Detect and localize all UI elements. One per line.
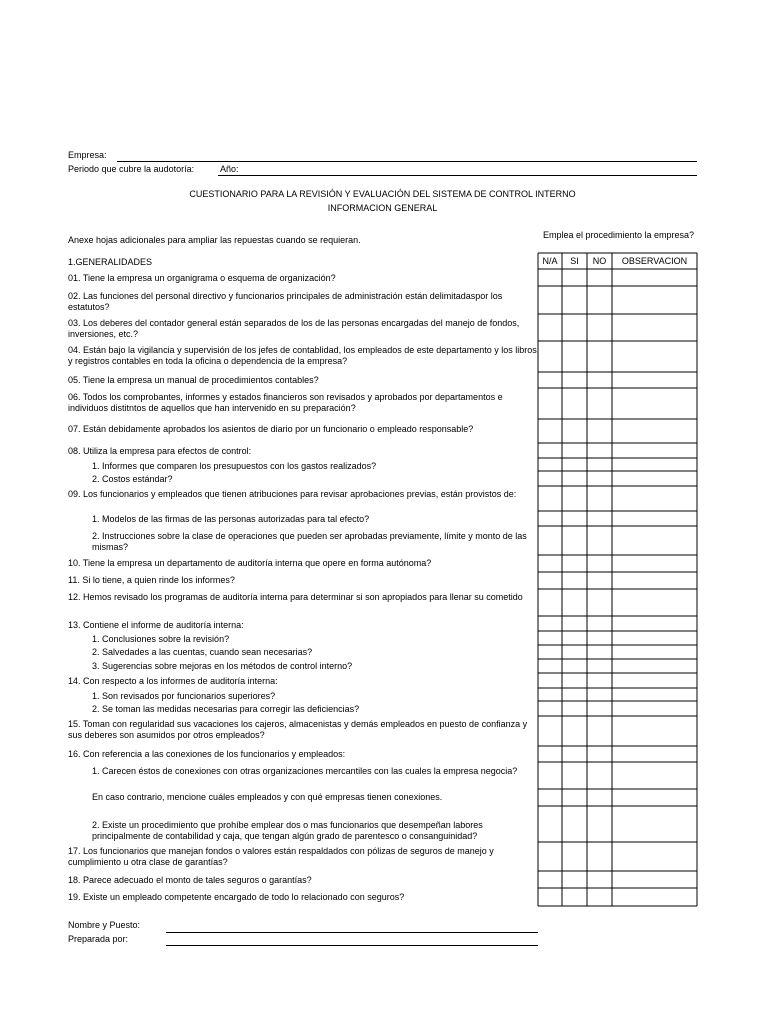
question-16-2: 2. Existe un procedimiento que prohíbe emplear dos o mas funcionarios que desempeñan labores principalmente de contabilidad y caja, que tengan algún grado de parentesco o consanguinidad?: [92, 820, 483, 841]
question-14: 14. Con respecto a los informes de auditoría interna:: [68, 676, 278, 686]
procedure-header: Emplea el procedimiento la empresa?: [542, 230, 695, 240]
question-08-1: 1. Informes que comparen los presupuestos con los gastos realizados?: [92, 461, 377, 471]
question-13-1: 1. Conclusiones sobre la revisión?: [92, 634, 230, 644]
question-16-1: 1. Carecen éstos de conexiones con otras organizaciones mercantiles con las cuales la empresa negocia?: [92, 766, 518, 776]
question-19: 19. Existe un empleado competente encargado de todo lo relacionado con seguros?: [68, 892, 405, 902]
column-header-no: NO: [592, 256, 607, 266]
question-17: 17. Los funcionarios que manejan fondos o valores están respaldados con pólizas de seguros de manejo y cumplimiento u otra clase de garantías?: [68, 846, 494, 867]
column-header-na: N/A: [542, 256, 558, 266]
question-16-1-note: En caso contrario, mencione cuáles empleados y con qué empresas tienen conexiones.: [92, 792, 443, 802]
question-03: 03. Los deberes del contador general están separados de los de las personas encargadas del manejo de fondos, inversiones, etc.?: [68, 318, 520, 339]
question-14-2: 2. Se toman las medidas necesarias para corregir las deficiencias?: [92, 704, 360, 714]
document-title: CUESTIONARIO PARA LA REVISIÓN Y EVALUACIÓN DEL SISTEMA DE CONTROL INTERNO: [189, 189, 576, 199]
question-13: 13. Contiene el informe de auditoría interna:: [68, 620, 244, 630]
anio-label: Año:: [220, 164, 239, 174]
question-11: 11. Si lo tiene, a quien rinde los informes?: [68, 575, 235, 585]
column-header-si: SI: [570, 256, 579, 266]
question-16: 16. Con referencia a las conexiones de los funcionarios y empleados:: [68, 749, 346, 759]
document-subtitle: INFORMACION GENERAL: [327, 203, 438, 213]
question-09-1: 1. Modelos de las firmas de las personas autorizadas para tal efecto?: [92, 514, 370, 524]
question-13-3: 3. Sugerencias sobre mejoras en los métodos de control interno?: [92, 661, 353, 671]
nombre-puesto-label: Nombre y Puesto:: [68, 920, 141, 930]
question-02: 02. Las funciones del personal directivo y funcionarios principales de administración están delimitadaspor los estatutos?: [68, 291, 503, 312]
periodo-label: Periodo que cubre la audotoría:: [68, 164, 195, 174]
question-08-2: 2. Costos estándar?: [92, 474, 173, 484]
question-12: 12. Hemos revisado los programas de auditoría interna para determinar si son apropiados para llenar su cometido: [68, 592, 523, 602]
question-18: 18. Parece adecuado el monto de tales seguros o garantías?: [68, 875, 312, 885]
question-14-1: 1. Son revisados por funcionarios superiores?: [92, 691, 276, 701]
question-04: 04. Están bajo la vigilancia y supervisión de los jefes de contablidad, los empleados de este departamento y los libros y registros contables en toda la oficina o dependencia de la empresa?: [68, 345, 537, 366]
question-10: 10. Tiene la empresa un departamento de auditoría interna que opere en forma autónoma?: [68, 558, 432, 568]
question-09: 09. Los funcionarios y empleados que tienen atribuciones para revisar aprobaciones previas, están provistos de:: [68, 489, 517, 499]
question-13-2: 2. Salvedades a las cuentas, cuando sean necesarias?: [92, 647, 313, 657]
empresa-label: Empresa:: [68, 150, 107, 160]
question-06: 06. Todos los comprobantes, informes y estados financieros son revisados y aprobados por departamentos e individuos distitntos de aquellos que han intervenido en su preparación?: [68, 392, 503, 413]
nombre-puesto-field[interactable]: [166, 932, 538, 933]
question-09-2: 2. Instrucciones sobre la clase de operaciones que pueden ser aprobadas previamente, límite y monto de las mismas?: [92, 531, 527, 552]
question-07: 07. Están debidamente aprobados los asientos de diario por un funcionario o empleado responsable?: [68, 424, 474, 434]
column-header-observacion: OBSERVACION: [621, 256, 688, 266]
preparada-por-label: Preparada por:: [68, 934, 129, 944]
question-05: 05. Tiene la empresa un manual de procedimientos contables?: [68, 375, 319, 385]
question-08: 08. Utiliza la empresa para efectos de control:: [68, 446, 252, 456]
question-01: 01. Tiene la empresa un organigrama o esquema de organización?: [68, 273, 336, 283]
question-15: 15. Toman con regularidad sus vacaciones los cajeros, almacenistas y demás empleados en puesto de confianza y sus deberes son asumidos por otros empleados?: [68, 719, 528, 740]
preparada-por-field[interactable]: [166, 945, 538, 946]
intro-note: Anexe hojas adicionales para ampliar las repuestas cuando se requieran.: [68, 235, 361, 245]
section-title: 1.GENERALIDADES: [68, 257, 153, 267]
